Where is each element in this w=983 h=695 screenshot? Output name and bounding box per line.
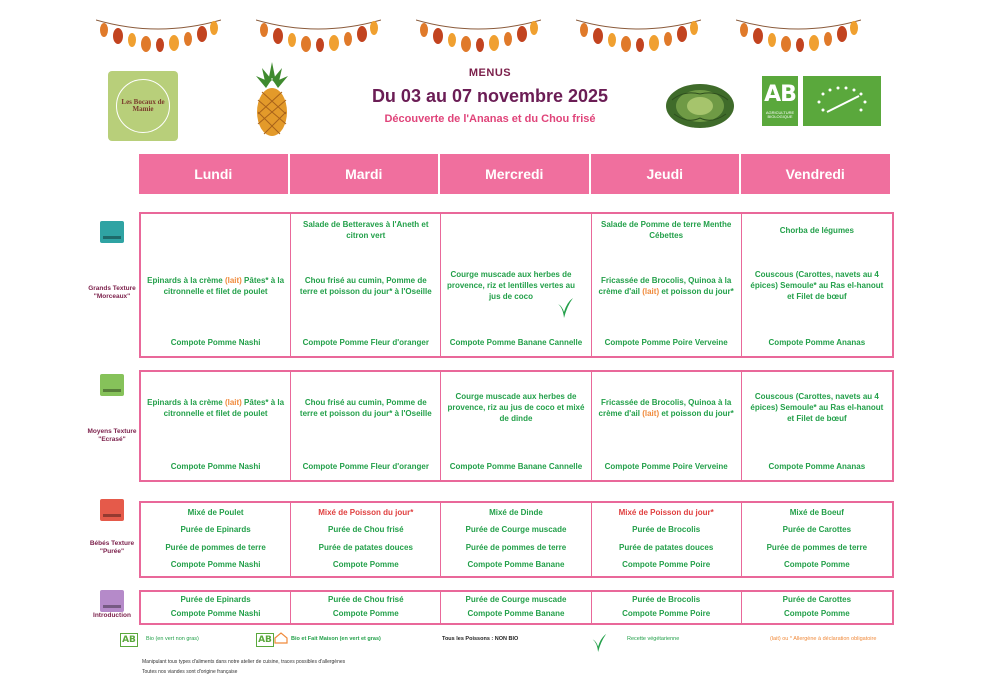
autumn-garland-1 bbox=[96, 14, 221, 62]
moyens-dessert-mercredi: Compote Pomme Banane Cannelle bbox=[449, 462, 583, 471]
moyens-main-jeudi: Fricassée de Brocolis, Quinoa à la crème d'ail (lait) et poisson du jour* bbox=[598, 398, 734, 418]
moyens-main-mercredi: Courge muscade aux herbes de provence, riz au jus de coco et mixé de dinde bbox=[447, 392, 585, 423]
legend-bio-dairy: Bio et Fait Maison (en vert et gras) bbox=[291, 636, 381, 642]
bebes-item: Purée de pommes de terre bbox=[766, 542, 868, 552]
introduction-item: Purée de Chou frisé bbox=[327, 595, 404, 605]
bebes-item: Mixé de Dinde bbox=[489, 508, 543, 518]
grands-cell-lundi bbox=[141, 214, 291, 356]
autumn-garland-3 bbox=[416, 14, 541, 62]
grands-menu-table bbox=[139, 212, 894, 358]
bebes-menu-table bbox=[139, 501, 894, 578]
company-logo-text: Les Bocaux de Mamie bbox=[121, 97, 165, 113]
bebes-item: Purée de Courge muscade bbox=[465, 525, 567, 535]
ab-logo-text: AB bbox=[764, 82, 796, 107]
autumn-garland-2 bbox=[256, 14, 381, 62]
bebes-item: Purée de Epinards bbox=[180, 525, 251, 535]
bebes-item: Compote Pomme Nashi bbox=[170, 559, 261, 569]
meat-origin-note: Toutes nos viandes sont d'origine française bbox=[142, 669, 238, 675]
bebes-cell-mardi bbox=[291, 503, 441, 576]
grands-dessert-lundi: Compote Pomme Nashi bbox=[170, 338, 261, 347]
grands-cell-mercredi bbox=[441, 214, 591, 356]
day-header-jeudi: Jeudi bbox=[591, 154, 740, 194]
introduction-cell-mercredi bbox=[441, 592, 591, 623]
legend-ab-house-icon: AB bbox=[256, 633, 274, 647]
grands-cell-vendredi bbox=[742, 214, 892, 356]
autumn-garland-4 bbox=[576, 14, 701, 62]
grands-dessert-jeudi: Compote Pomme Poire Verveine bbox=[604, 338, 728, 347]
introduction-menu-table bbox=[139, 590, 894, 625]
introduction-item: Compote Pomme Banane bbox=[467, 608, 565, 618]
grands-starter-jeudi: Salade de Pomme de terre Menthe Cébettes bbox=[601, 220, 732, 240]
moyens-main-vendredi: Couscous (Carottes, navets au 4 épices) Semoule* au Ras el-hanout et Filet de bœuf bbox=[750, 392, 884, 423]
introduction-item: Purée de Epinards bbox=[180, 595, 251, 605]
autumn-garland-5 bbox=[736, 14, 861, 62]
legend-bio-house-icon-mark bbox=[274, 632, 288, 644]
legend-veg: Recette végétarienne bbox=[627, 636, 680, 642]
bebes-cell-lundi bbox=[141, 503, 291, 576]
bebes-cell-mercredi bbox=[441, 503, 591, 576]
moyens-cell-jeudi bbox=[592, 372, 742, 480]
introduction-cell-mardi bbox=[291, 592, 441, 623]
bebes-item: Purée de patates douces bbox=[318, 542, 413, 552]
grands-texture-icon bbox=[100, 221, 124, 243]
legend-vegetarian-icon bbox=[590, 632, 608, 654]
grands-dessert-mardi: Compote Pomme Fleur d'oranger bbox=[302, 338, 429, 347]
bebes-item: Mixé de Poisson du jour* bbox=[318, 508, 414, 518]
eu-organic-logo bbox=[803, 76, 881, 126]
moyens-dessert-jeudi: Compote Pomme Poire Verveine bbox=[604, 462, 728, 471]
introduction-item: Purée de Courge muscade bbox=[465, 595, 567, 605]
bebes-texture-label: Bébés Texture "Purée" bbox=[89, 540, 135, 556]
company-logo bbox=[108, 71, 178, 141]
moyens-texture-label: Moyens Texture "Ecrasé" bbox=[87, 428, 137, 444]
bebes-item: Purée de patates douces bbox=[619, 542, 714, 552]
bebes-item: Mixé de Boeuf bbox=[789, 508, 844, 518]
grands-dessert-mercredi: Compote Pomme Banane Cannelle bbox=[449, 338, 583, 347]
page-subtitle: Découverte de l'Ananas et du Chou frisé bbox=[384, 113, 596, 125]
grands-starter-mardi: Salade de Betteraves à l'Aneth et citron vert bbox=[303, 220, 429, 240]
bebes-item: Compote Pomme Poire bbox=[622, 559, 711, 569]
moyens-menu-table bbox=[139, 370, 894, 482]
menus-label: MENUS bbox=[468, 67, 512, 79]
grands-starter-vendredi: Chorba de légumes bbox=[779, 226, 854, 235]
day-header-row bbox=[139, 154, 890, 194]
cabbage-image bbox=[664, 80, 736, 130]
legend-fish: Tous les Poissons : NON BIO bbox=[442, 636, 519, 642]
bebes-texture-icon bbox=[100, 499, 124, 521]
bebes-item: Purée de Carottes bbox=[782, 525, 852, 535]
moyens-dessert-lundi: Compote Pomme Nashi bbox=[170, 462, 261, 471]
moyens-main-mardi: Chou frisé au cumin, Pomme de terre et poisson du jour* à l'Oseille bbox=[299, 398, 432, 418]
moyens-dessert-vendredi: Compote Pomme Ananas bbox=[768, 462, 866, 471]
grands-main-vendredi: Couscous (Carottes, navets au 4 épices) Semoule* au Ras el-hanout et Filet de bœuf bbox=[750, 270, 884, 301]
introduction-label: Introduction bbox=[93, 612, 131, 619]
bebes-item: Purée de pommes de terre bbox=[465, 542, 567, 552]
bebes-item: Purée de Brocolis bbox=[632, 525, 701, 535]
introduction-item: Compote Pomme Poire bbox=[622, 608, 711, 618]
grands-dessert-vendredi: Compote Pomme Ananas bbox=[768, 338, 866, 347]
introduction-icon bbox=[100, 590, 124, 612]
moyens-cell-mercredi bbox=[441, 372, 591, 480]
ab-logo bbox=[762, 76, 798, 126]
legend-allergen: (lait) ou * Allergène à déclaration obligatoire bbox=[770, 636, 877, 642]
moyens-cell-mardi bbox=[291, 372, 441, 480]
vegetarian-icon bbox=[555, 296, 575, 320]
grands-main-mardi: Chou frisé au cumin, Pomme de terre et poisson du jour* à l'Oseille bbox=[299, 276, 432, 296]
bebes-cell-jeudi bbox=[592, 503, 742, 576]
pineapple-image bbox=[252, 60, 292, 138]
day-header-mardi: Mardi bbox=[290, 154, 439, 194]
bebes-item: Mixé de Poisson du jour* bbox=[618, 508, 714, 518]
legend-bio-green: Bio (en vert non gras) bbox=[146, 636, 199, 642]
bebes-item: Compote Pomme Banane bbox=[467, 559, 565, 569]
introduction-cell-lundi bbox=[141, 592, 291, 623]
bebes-item: Mixé de Poulet bbox=[187, 508, 244, 518]
introduction-item: Purée de Brocolis bbox=[632, 595, 701, 605]
introduction-cell-jeudi bbox=[592, 592, 742, 623]
grands-main-jeudi: Fricassée de Brocolis, Quinoa à la crème d'ail (lait) et poisson du jour* bbox=[598, 276, 734, 296]
grands-main-mercredi: Courge muscade aux herbes de provence, riz et lentilles vertes au jus de coco bbox=[446, 270, 575, 301]
moyens-texture-icon bbox=[100, 374, 124, 396]
bebes-cell-vendredi bbox=[742, 503, 892, 576]
bebes-item: Purée de pommes de terre bbox=[165, 542, 266, 552]
grands-cell-mardi bbox=[291, 214, 441, 356]
moyens-main-lundi: Epinards à la crème (lait) Pâtes* à la citronnelle et filet de poulet bbox=[147, 398, 285, 418]
day-header-lundi: Lundi bbox=[139, 154, 288, 194]
introduction-item: Compote Pomme Nashi bbox=[170, 608, 261, 618]
introduction-item: Compote Pomme bbox=[783, 608, 850, 618]
legend-ab-icon: AB bbox=[120, 633, 138, 647]
ab-logo-subtext: AGRICULTURE BIOLOGIQUE bbox=[765, 110, 795, 120]
day-header-vendredi: Vendredi bbox=[741, 154, 890, 194]
grands-main-lundi: Epinards à la crème (lait) Pâtes* à la citronnelle et filet de poulet bbox=[147, 276, 285, 296]
allergen-trace-note: Manipulant tous types d'aliments dans notre atelier de cuisine, traces possibles d'allergènes bbox=[142, 659, 346, 665]
bebes-item: Purée de Chou frisé bbox=[327, 525, 404, 535]
bebes-item: Compote Pomme bbox=[332, 559, 399, 569]
day-header-mercredi: Mercredi bbox=[440, 154, 589, 194]
introduction-item: Purée de Carottes bbox=[782, 595, 852, 605]
introduction-item: Compote Pomme bbox=[332, 608, 399, 618]
grands-cell-jeudi bbox=[592, 214, 742, 356]
moyens-dessert-mardi: Compote Pomme Fleur d'oranger bbox=[302, 462, 429, 471]
page-title: Du 03 au 07 novembre 2025 bbox=[371, 86, 609, 106]
grands-texture-label: Grands Texture "Morceaux" bbox=[88, 285, 136, 301]
bebes-item: Compote Pomme bbox=[783, 559, 850, 569]
introduction-cell-vendredi bbox=[742, 592, 892, 623]
moyens-cell-lundi bbox=[141, 372, 291, 480]
moyens-cell-vendredi bbox=[742, 372, 892, 480]
